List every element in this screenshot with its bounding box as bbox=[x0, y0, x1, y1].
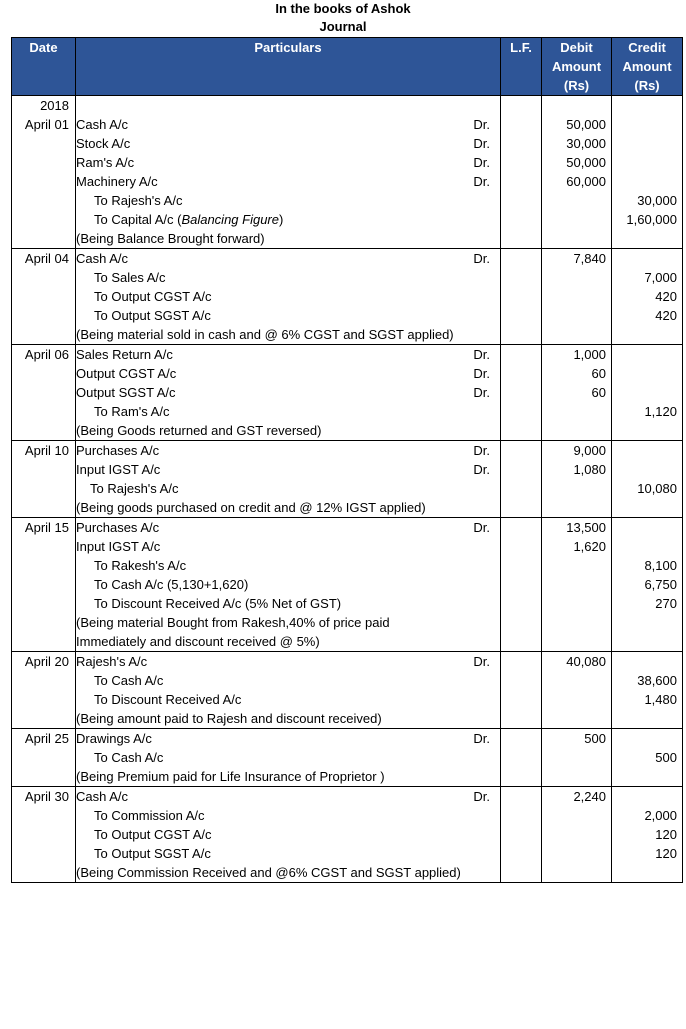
particulars-line bbox=[76, 306, 500, 325]
debit-amount bbox=[542, 479, 611, 498]
entry-lf-cell bbox=[501, 729, 542, 787]
debit-amount bbox=[542, 844, 611, 863]
particulars-line bbox=[76, 287, 500, 306]
account-name: Ram's A/c bbox=[76, 155, 135, 170]
particulars-line bbox=[76, 556, 500, 575]
debit-amount bbox=[542, 806, 611, 825]
account-text bbox=[76, 421, 321, 440]
debit-header-line: Amount bbox=[551, 59, 602, 74]
account-name: To Output SGST A/c bbox=[94, 308, 211, 323]
entry-debit-cell bbox=[542, 96, 612, 249]
particulars-line bbox=[76, 671, 500, 690]
entry-date-cell bbox=[12, 441, 76, 518]
credit-amount: 8,100 bbox=[644, 558, 677, 573]
account-name: (Being Commission Received and @6% CGST and SGST applied) bbox=[76, 865, 461, 880]
account-name: To Cash A/c bbox=[94, 673, 164, 688]
account-text bbox=[94, 671, 163, 690]
account-text bbox=[94, 402, 169, 421]
account-name: To Output CGST A/c bbox=[94, 827, 212, 842]
credit-amount: 7,000 bbox=[644, 270, 677, 285]
account-name: (Being material Bought from Rakesh,40% of price paid bbox=[76, 615, 390, 630]
credit-amount: 120 bbox=[655, 846, 677, 861]
account-name: (Being Premium paid for Life Insurance of Proprietor ) bbox=[76, 769, 385, 784]
particulars-line bbox=[76, 690, 500, 709]
journal-entry-row bbox=[12, 652, 683, 729]
narration-line bbox=[76, 421, 500, 440]
credit-amount bbox=[612, 537, 682, 556]
debit-marker: Dr. bbox=[473, 136, 490, 151]
credit-amount: 420 bbox=[655, 308, 677, 323]
account-name: (Being Goods returned and GST reversed) bbox=[76, 423, 322, 438]
account-name: To Capital A/c ( bbox=[94, 212, 182, 227]
account-name: Purchases A/c bbox=[76, 520, 160, 535]
entry-particulars-cell bbox=[76, 345, 501, 441]
entry-date: 2018 bbox=[40, 98, 69, 113]
debit-amount: 40,080 bbox=[566, 654, 606, 669]
debit-amount bbox=[542, 306, 611, 325]
account-name: (Being amount paid to Rajesh and discount received) bbox=[76, 711, 382, 726]
account-text bbox=[76, 632, 320, 651]
entry-particulars-cell bbox=[76, 787, 501, 883]
narration-line bbox=[76, 498, 500, 517]
account-name: To Cash A/c bbox=[94, 750, 164, 765]
debit-marker: Dr. bbox=[473, 789, 490, 804]
account-text bbox=[76, 498, 426, 517]
particulars-line bbox=[76, 402, 500, 421]
debit-amount: 1,080 bbox=[573, 462, 606, 477]
account-name: To Output CGST A/c bbox=[94, 289, 212, 304]
credit-amount bbox=[612, 249, 682, 268]
account-name: (Being goods purchased on credit and @ 12% IGST applied) bbox=[76, 500, 426, 515]
spacer bbox=[542, 96, 611, 115]
account-text bbox=[76, 709, 382, 728]
journal-entry-row bbox=[12, 96, 683, 249]
account-name: To Rajesh's A/c bbox=[94, 193, 183, 208]
narration-line bbox=[76, 632, 500, 651]
entry-credit-cell bbox=[612, 345, 683, 441]
account-text bbox=[94, 690, 241, 709]
journal-entry-row bbox=[12, 441, 683, 518]
journal-entry-row bbox=[12, 729, 683, 787]
debit-marker: Dr. bbox=[473, 117, 490, 132]
journal-title: Journal bbox=[319, 19, 367, 34]
debit-header-line: Debit bbox=[560, 40, 593, 55]
entry-credit-cell bbox=[612, 787, 683, 883]
debit-amount bbox=[542, 632, 611, 651]
account-name: Cash A/c bbox=[76, 789, 129, 804]
entry-debit-cell bbox=[542, 787, 612, 883]
account-text bbox=[90, 479, 178, 498]
entry-debit-cell bbox=[542, 345, 612, 441]
account-name: Stock A/c bbox=[76, 136, 131, 151]
particulars-line bbox=[76, 825, 500, 844]
account-text bbox=[76, 863, 461, 882]
credit-amount bbox=[612, 652, 682, 671]
date-column-header: Date bbox=[12, 38, 76, 96]
entry-date: April 30 bbox=[24, 789, 69, 804]
account-text bbox=[76, 134, 130, 153]
account-text bbox=[94, 287, 212, 306]
entry-date-cell bbox=[12, 518, 76, 652]
entry-date-cell bbox=[12, 96, 76, 249]
particulars-line bbox=[76, 210, 500, 229]
entry-date: April 10 bbox=[24, 443, 69, 458]
account-text bbox=[94, 844, 211, 863]
entry-credit-cell bbox=[612, 249, 683, 345]
account-name: Input IGST A/c bbox=[76, 539, 161, 554]
credit-amount bbox=[612, 767, 682, 786]
entry-lf-cell bbox=[501, 652, 542, 729]
entry-lf-cell bbox=[501, 518, 542, 652]
entry-lf-cell bbox=[501, 249, 542, 345]
debit-amount bbox=[542, 613, 611, 632]
credit-amount bbox=[612, 364, 682, 383]
entry-date-cell bbox=[12, 652, 76, 729]
entry-particulars-cell bbox=[76, 441, 501, 518]
spacer bbox=[612, 96, 682, 115]
credit-amount: 2,000 bbox=[644, 808, 677, 823]
particulars-column-header: Particulars bbox=[76, 38, 501, 96]
debit-amount: 60,000 bbox=[566, 174, 606, 189]
account-text bbox=[76, 652, 147, 671]
account-text bbox=[76, 729, 152, 748]
debit-amount bbox=[542, 556, 611, 575]
credit-amount bbox=[612, 383, 682, 402]
account-name: To Rajesh's A/c bbox=[90, 481, 179, 496]
debit-amount bbox=[542, 287, 611, 306]
entry-particulars-cell bbox=[76, 518, 501, 652]
credit-amount bbox=[612, 325, 682, 344]
debit-amount bbox=[542, 191, 611, 210]
account-name: To Discount Received A/c (5% Net of GST) bbox=[94, 596, 342, 611]
entry-lf-cell bbox=[501, 96, 542, 249]
account-text bbox=[94, 748, 163, 767]
account-text bbox=[76, 115, 128, 134]
debit-amount bbox=[542, 210, 611, 229]
credit-column-header bbox=[612, 38, 683, 96]
account-text bbox=[94, 191, 182, 210]
entry-credit-cell bbox=[612, 96, 683, 249]
account-note: Balancing Figure bbox=[181, 212, 279, 227]
debit-amount bbox=[542, 863, 611, 882]
account-name: Output CGST A/c bbox=[76, 366, 177, 381]
book-title: In the books of Ashok bbox=[275, 1, 411, 16]
journal-entry-row bbox=[12, 345, 683, 441]
account-text bbox=[76, 229, 265, 248]
account-text bbox=[76, 460, 160, 479]
header-row bbox=[12, 38, 683, 96]
debit-amount: 7,840 bbox=[573, 251, 606, 266]
entry-credit-cell bbox=[612, 729, 683, 787]
account-name: Immediately and discount received @ 5%) bbox=[76, 634, 320, 649]
credit-amount bbox=[612, 498, 682, 517]
account-text bbox=[94, 594, 341, 613]
account-name: Drawings A/c bbox=[76, 731, 152, 746]
particulars-line bbox=[76, 575, 500, 594]
entry-date-cell bbox=[12, 345, 76, 441]
entry-date: April 04 bbox=[24, 251, 69, 266]
account-text bbox=[76, 537, 160, 556]
particulars-line bbox=[76, 364, 500, 383]
entry-date: April 06 bbox=[24, 347, 69, 362]
credit-amount bbox=[612, 172, 682, 191]
account-name: Rajesh's A/c bbox=[76, 654, 148, 669]
particulars-line bbox=[76, 844, 500, 863]
debit-marker: Dr. bbox=[473, 731, 490, 746]
debit-amount bbox=[542, 325, 611, 344]
credit-amount: 1,60,000 bbox=[626, 212, 677, 227]
debit-amount: 2,240 bbox=[573, 789, 606, 804]
debit-amount bbox=[542, 709, 611, 728]
entry-particulars-cell bbox=[76, 96, 501, 249]
debit-amount: 50,000 bbox=[566, 117, 606, 132]
credit-amount: 6,750 bbox=[644, 577, 677, 592]
credit-amount: 38,600 bbox=[637, 673, 677, 688]
debit-amount bbox=[542, 229, 611, 248]
particulars-line bbox=[76, 345, 500, 364]
credit-amount bbox=[612, 632, 682, 651]
particulars-line bbox=[76, 652, 500, 671]
debit-amount bbox=[542, 268, 611, 287]
debit-amount: 30,000 bbox=[566, 136, 606, 151]
particulars-line bbox=[76, 383, 500, 402]
credit-amount bbox=[612, 709, 682, 728]
account-text bbox=[94, 806, 205, 825]
narration-line bbox=[76, 229, 500, 248]
entry-credit-cell bbox=[612, 652, 683, 729]
particulars-line bbox=[76, 134, 500, 153]
entry-debit-cell bbox=[542, 441, 612, 518]
debit-amount: 1,620 bbox=[573, 539, 606, 554]
entry-credit-cell bbox=[612, 441, 683, 518]
account-name: To Output SGST A/c bbox=[94, 846, 211, 861]
account-name: To Commission A/c bbox=[94, 808, 205, 823]
account-name: To Discount Received A/c bbox=[94, 692, 242, 707]
credit-amount bbox=[612, 787, 682, 806]
debit-amount: 60 bbox=[591, 366, 606, 381]
entry-credit-cell bbox=[612, 518, 683, 652]
credit-amount bbox=[612, 729, 682, 748]
narration-line bbox=[76, 325, 500, 344]
journal-entry-row bbox=[12, 787, 683, 883]
credit-amount: 1,480 bbox=[644, 692, 677, 707]
debit-amount bbox=[542, 690, 611, 709]
entry-lf-cell bbox=[501, 787, 542, 883]
debit-marker: Dr. bbox=[473, 251, 490, 266]
account-name: (Being material sold in cash and @ 6% CGST and SGST applied) bbox=[76, 327, 454, 342]
particulars-line bbox=[76, 441, 500, 460]
debit-amount: 60 bbox=[591, 385, 606, 400]
debit-column-header bbox=[542, 38, 612, 96]
debit-marker: Dr. bbox=[473, 443, 490, 458]
debit-amount bbox=[542, 498, 611, 517]
account-text bbox=[94, 575, 248, 594]
account-name: To Ram's A/c bbox=[94, 404, 170, 419]
credit-amount: 1,120 bbox=[644, 404, 677, 419]
journal-entry-row bbox=[12, 249, 683, 345]
narration-line bbox=[76, 767, 500, 786]
account-text bbox=[76, 383, 175, 402]
account-name: Cash A/c bbox=[76, 251, 129, 266]
entry-date-cell bbox=[12, 729, 76, 787]
credit-amount bbox=[612, 345, 682, 364]
credit-amount: 120 bbox=[655, 827, 677, 842]
entry-debit-cell bbox=[542, 518, 612, 652]
entry-particulars-cell bbox=[76, 729, 501, 787]
debit-marker: Dr. bbox=[473, 155, 490, 170]
debit-amount bbox=[542, 825, 611, 844]
account-text bbox=[76, 441, 159, 460]
entry-particulars-cell bbox=[76, 249, 501, 345]
debit-marker: Dr. bbox=[473, 385, 490, 400]
journal-table bbox=[11, 37, 683, 883]
debit-marker: Dr. bbox=[473, 654, 490, 669]
entry-date: April 25 bbox=[24, 731, 69, 746]
debit-header-line: (Rs) bbox=[563, 78, 590, 93]
debit-amount bbox=[542, 671, 611, 690]
particulars-line bbox=[76, 594, 500, 613]
credit-amount bbox=[612, 613, 682, 632]
particulars-line bbox=[76, 153, 500, 172]
credit-amount: 270 bbox=[655, 596, 677, 611]
account-text bbox=[76, 787, 128, 806]
entry-lf-cell bbox=[501, 345, 542, 441]
debit-marker: Dr. bbox=[473, 462, 490, 477]
account-name: To Rakesh's A/c bbox=[94, 558, 187, 573]
account-text bbox=[94, 306, 211, 325]
account-text bbox=[76, 345, 173, 364]
credit-amount bbox=[612, 229, 682, 248]
particulars-line bbox=[76, 191, 500, 210]
particulars-line bbox=[76, 729, 500, 748]
credit-header-line: (Rs) bbox=[634, 78, 660, 93]
credit-amount: 30,000 bbox=[637, 193, 677, 208]
journal-entry-row bbox=[12, 518, 683, 652]
debit-amount bbox=[542, 767, 611, 786]
entry-date-cell bbox=[12, 249, 76, 345]
credit-amount: 420 bbox=[655, 289, 677, 304]
debit-amount: 9,000 bbox=[573, 443, 606, 458]
entry-date: April 15 bbox=[24, 520, 69, 535]
account-text bbox=[76, 249, 128, 268]
credit-amount: 10,080 bbox=[637, 481, 677, 496]
credit-amount bbox=[612, 421, 682, 440]
particulars-line bbox=[76, 268, 500, 287]
entry-lf-cell bbox=[501, 441, 542, 518]
account-note-close: ) bbox=[279, 212, 284, 227]
debit-marker: Dr. bbox=[473, 347, 490, 362]
account-text bbox=[76, 767, 385, 786]
particulars-line bbox=[76, 479, 500, 498]
particulars-line bbox=[76, 460, 500, 479]
account-text bbox=[76, 325, 454, 344]
credit-amount bbox=[612, 460, 682, 479]
debit-amount bbox=[542, 402, 611, 421]
spacer bbox=[76, 96, 500, 115]
account-text bbox=[76, 518, 159, 537]
entry-date: April 20 bbox=[24, 654, 69, 669]
debit-amount: 50,000 bbox=[566, 155, 606, 170]
entry-debit-cell bbox=[542, 652, 612, 729]
narration-line bbox=[76, 613, 500, 632]
credit-amount bbox=[612, 153, 682, 172]
account-text bbox=[94, 210, 283, 229]
credit-amount bbox=[612, 863, 682, 882]
debit-amount: 500 bbox=[584, 731, 606, 746]
debit-marker: Dr. bbox=[473, 520, 490, 535]
account-name: Cash A/c bbox=[76, 117, 129, 132]
debit-amount bbox=[542, 421, 611, 440]
credit-amount bbox=[612, 134, 682, 153]
debit-amount bbox=[542, 575, 611, 594]
account-text bbox=[94, 825, 212, 844]
entry-date: April 01 bbox=[24, 117, 69, 132]
particulars-line bbox=[76, 115, 500, 134]
account-name: Input IGST A/c bbox=[76, 462, 161, 477]
credit-header-line: Amount bbox=[622, 59, 672, 74]
account-name: To Sales A/c bbox=[94, 270, 166, 285]
entry-debit-cell bbox=[542, 729, 612, 787]
particulars-line bbox=[76, 249, 500, 268]
debit-amount bbox=[542, 594, 611, 613]
credit-amount bbox=[612, 518, 682, 537]
account-name: Machinery A/c bbox=[76, 174, 158, 189]
account-name: Sales Return A/c bbox=[76, 347, 173, 362]
debit-amount: 13,500 bbox=[566, 520, 606, 535]
particulars-line bbox=[76, 518, 500, 537]
particulars-line bbox=[76, 748, 500, 767]
particulars-line bbox=[76, 787, 500, 806]
entry-date-cell bbox=[12, 787, 76, 883]
account-name: (Being Balance Brought forward) bbox=[76, 231, 265, 246]
account-name: Output SGST A/c bbox=[76, 385, 176, 400]
debit-marker: Dr. bbox=[473, 366, 490, 381]
credit-amount bbox=[612, 115, 682, 134]
account-text bbox=[76, 153, 134, 172]
debit-marker bbox=[490, 537, 500, 556]
entry-particulars-cell bbox=[76, 652, 501, 729]
narration-line bbox=[76, 709, 500, 728]
account-text bbox=[76, 364, 176, 383]
account-text bbox=[76, 172, 158, 191]
particulars-line bbox=[76, 806, 500, 825]
particulars-line bbox=[76, 172, 500, 191]
account-text bbox=[94, 268, 166, 287]
particulars-line bbox=[76, 537, 500, 556]
account-text bbox=[94, 556, 186, 575]
credit-header-line: Credit bbox=[628, 40, 666, 55]
account-name: Purchases A/c bbox=[76, 443, 160, 458]
account-name: To Cash A/c (5,130+1,620) bbox=[94, 577, 249, 592]
entry-debit-cell bbox=[542, 249, 612, 345]
narration-line bbox=[76, 863, 500, 882]
account-text bbox=[76, 613, 390, 632]
credit-amount bbox=[612, 441, 682, 460]
debit-marker: Dr. bbox=[473, 174, 490, 189]
debit-amount bbox=[542, 748, 611, 767]
lf-column-header: L.F. bbox=[501, 38, 542, 96]
credit-amount: 500 bbox=[655, 750, 677, 765]
debit-amount: 1,000 bbox=[573, 347, 606, 362]
